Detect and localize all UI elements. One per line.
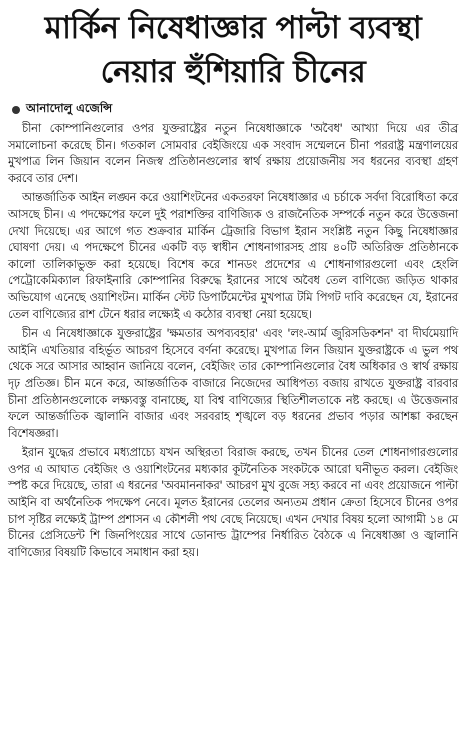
bullet-icon [12,106,20,114]
headline [8,6,458,94]
headline-line-2: নেয়ার হুঁশিয়ারি চীনের [100,54,366,90]
byline-source: আনাদোলু এজেন্সি [26,101,113,115]
headline-line-1: মার্কিন নিষেধাজ্ঞার পাল্টা ব্যবস্থা [44,10,422,46]
paragraph-3: চীন এ নিষেধাজ্ঞাকে যুক্তরাষ্ট্রের 'ক্ষমতার অপব্যবহার' এবং 'লং-আর্ম জুরিসডিকশন' বা দীর্ঘমেয়াদি আইনি এখতিয়ার বহির্ভূত আচরণ হিসেবে বর্ণনা করেছে। মুখপাত্র লিন জিয়ান যুক্তরাষ্ট্রকে এ ভুল পথ থেকে সরে আসার আহ্বান জানিয়ে বলেন, বেইজিং তার কোম্পানিগুলোর বৈধ অধিকার ও স্বার্থ রক্ষায় দৃঢ় প্রতিজ্ঞ। চীন মনে করে, আন্তর্জাতিক বাজারে নিজেদের আধিপত্য বজায় রাখতে যুক্তরাষ্ট্র বারবার চীনা প্রতিষ্ঠানগুলোকে লক্ষ্যবস্তু বানাচ্ছে, যা বিশ্ব বাণিজ্যের স্থিতিশীলতাকে নষ্ট করছে। এ উত্তেজনার ফলে আন্তর্জাতিক জ্বালানি বাজার এবং সরবরাহ শৃঙ্খলে বড় ধরনের প্রভাব পড়ার আশঙ্কা করছেন বিশেষজ্ঞরা। [8,327,458,440]
byline [12,100,458,119]
paragraph-4: ইরান যুদ্ধের প্রভাবে মধ্যপ্রাচ্যে যখন অস্থিরতা বিরাজ করছে, তখন চীনের তেল শোধনাগারগুলোর ওপর এ আঘাত বেইজিং ও ওয়াশিংটনের মধ্যকার কূটনৈতিক সংকটকে আরো ঘনীভূত করল। বেইজিং স্পষ্ট করে দিয়েছে, তারা এ ধরনের 'অবমাননাকর' আচরণ মুখ বুজে সহ্য করবে না এবং প্রয়োজনে পাল্টা আইনি বা অর্থনৈতিক পদক্ষেপ নেবে। মূলত ইরানের তেলের অন্যতম প্রধান ক্রেতা হিসেবে চীনের ওপর চাপ সৃষ্টির লক্ষ্যেই ট্রাম্প প্রশাসন এ কৌশলী পথ বেছে নিয়েছে। এখন দেখার বিষয় হলো আগামী ১৪ মে চীনের প্রেসিডেন্ট শি জিনপিংয়ের সাথে ডোনাল্ড ট্রাম্পের নির্ধারিত বৈঠকে এ নিষেধাজ্ঞা ও জ্বালানি বাণিজ্যের বিষয়টি কিভাবে সমাধান করা হয়। [8,446,458,559]
paragraph-2: আন্তর্জাতিক আইন লঙ্ঘন করে ওয়াশিংটনের একতরফা নিষেধাজ্ঞার এ চর্চাকে সর্বদা বিরোধিতা করে আসছে চীন। এ পদক্ষেপের ফলে দুই পরাশক্তির বাণিজ্যিক ও রাজনৈতিক সম্পর্কে নতুন করে উত্তেজনা দেখা দিয়েছে। এর আগে গত শুক্রবার মার্কিন ট্রেজারি বিভাগ ইরান সংশ্লিষ্ট নতুন কিছু নিষেধাজ্ঞার ঘোষণা দেয়। এ পদক্ষেপে চীনের একটি বড় স্বাধীন শোধনাগারসহ প্রায় ৪০টি অতিরিক্ত প্রতিষ্ঠানকে কালো তালিকাভুক্ত করা হয়েছে। বিশেষ করে শানডং প্রদেশের এ শোধনাগারগুলো এবং হেংলি পেট্রোকেমিক্যাল রিফাইনারি কোম্পানির বিরুদ্ধে ইরানের সাথে অবৈধ তেল বাণিজ্যে জড়িত থাকার অভিযোগ এনেছে ওয়াশিংটন। মার্কিন স্টেট ডিপার্টমেন্টের মুখপাত্র টমি পিগট দাবি করেছেন যে, ইরানের তেল বাণিজ্যের রাশ টেনে ধরার লক্ষ্যেই এ কঠোর ব্যবস্থা নেয়া হয়েছে। [8,191,458,321]
paragraph-1: চীনা কোম্পানিগুলোর ওপর যুক্তরাষ্ট্রের নতুন নিষেধাজ্ঞাকে 'অবৈধ' আখ্যা দিয়ে এর তীব্র সমালোচনা করেছে চীন। গতকাল সোমবার বেইজিংয়ে এক সংবাদ সম্মেলনে চীনা পররাষ্ট্র মন্ত্রণালয়ের মুখপাত্র লিন জিয়ান বলেন নিজস্ব প্রতিষ্ঠানগুলোর স্বার্থ রক্ষায় প্রয়োজনীয় সব ধরনের ব্যবস্থা গ্রহণ করবে তার দেশ। [8,122,458,185]
article-body [8,121,458,561]
